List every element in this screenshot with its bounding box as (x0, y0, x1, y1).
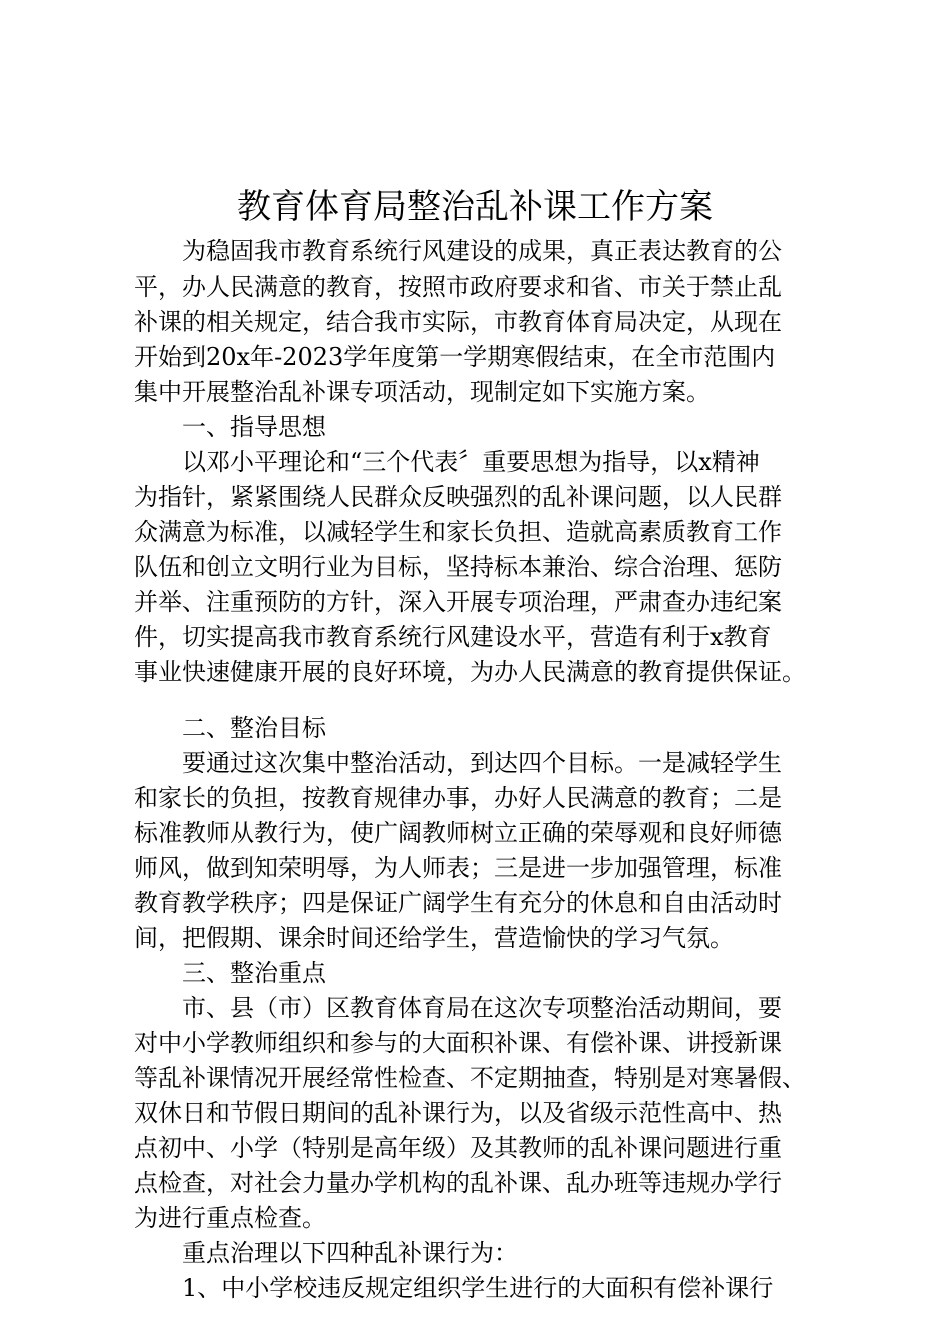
paragraph-line: 并举、注重预防的方针，深入开展专项治理，严肃查办违纪案 (134, 588, 782, 616)
paragraph-line: 标准教师从教行为，使广阔教师树立正确的荣辱观和良好师德 (134, 819, 782, 847)
paragraph-line: 教育教学秩序；四是保证广阔学生有充分的休息和自由活动时 (134, 889, 782, 917)
paragraph-line: 师风，做到知荣明辱，为人师表；三是进一步加强管理，标准 (134, 854, 782, 882)
paragraph-line: 1、中小学校违反规定组织学生进行的大面积有偿补课行 (182, 1274, 774, 1302)
section-heading: 一、指导思想 (182, 413, 326, 441)
paragraph-line: 队伍和创立文明行业为目标，坚持标本兼治、综合治理、惩防 (134, 553, 782, 581)
paragraph-line: 点检查，对社会力量办学机构的乱补课、乱办班等违规办学行 (134, 1169, 782, 1197)
paragraph-line: 对中小学教师组织和参与的大面积补课、有偿补课、讲授新课 (134, 1029, 782, 1057)
paragraph-line: 事业快速健康开展的良好环境，为办人民满意的教育提供保证。 (134, 658, 806, 686)
paragraph-line: 重点治理以下四种乱补课行为： (182, 1239, 518, 1267)
paragraph-line: 集中开展整治乱补课专项活动，现制定如下实施方案。 (134, 378, 710, 406)
paragraph-line: 以邓小平理论和“三个代表〞重要思想为指导，以x精神 (182, 448, 760, 476)
paragraph-line: 双休日和节假日期间的乱补课行为，以及省级示范性高中、热 (134, 1099, 782, 1127)
paragraph-line: 市、县（市）区教育体育局在这次专项整治活动期间，要 (182, 994, 782, 1022)
paragraph-line: 开始到20x年-2023学年度第一学期寒假结束，在全市范围内 (134, 343, 776, 371)
paragraph-line: 平，办人民满意的教育，按照市政府要求和省、市关于禁止乱 (134, 273, 782, 301)
paragraph-line: 件，切实提高我市教育系统行风建设水平，营造有利于x教育 (134, 623, 772, 651)
paragraph-line: 补课的相关规定，结合我市实际，市教育体育局决定，从现在 (134, 308, 782, 336)
paragraph-line: 为进行重点检查。 (134, 1204, 326, 1232)
paragraph-line: 为稳固我市教育系统行风建设的成果，真正表达教育的公 (182, 237, 782, 265)
section-heading: 三、整治重点 (182, 959, 326, 987)
paragraph-line: 为指针，紧紧围绕人民群众反映强烈的乱补课问题，以人民群 (134, 483, 782, 511)
document-title: 教育体育局整治乱补课工作方案 (237, 187, 713, 227)
paragraph-line: 点初中、小学（特别是高年级）及其教师的乱补课问题进行重 (134, 1134, 782, 1162)
paragraph-line: 间，把假期、课余时间还给学生，营造愉快的学习气氛。 (134, 924, 734, 952)
paragraph-line: 等乱补课情况开展经常性检查、不定期抽查，特别是对寒暑假、 (134, 1064, 806, 1092)
section-heading: 二、整治目标 (182, 714, 326, 742)
paragraph-line: 众满意为标准，以减轻学生和家长负担、造就高素质教育工作 (134, 518, 782, 546)
paragraph-line: 和家长的负担，按教育规律办事，办好人民满意的教育；二是 (134, 784, 782, 812)
paragraph-line: 要通过这次集中整治活动，到达四个目标。一是减轻学生 (182, 749, 782, 777)
